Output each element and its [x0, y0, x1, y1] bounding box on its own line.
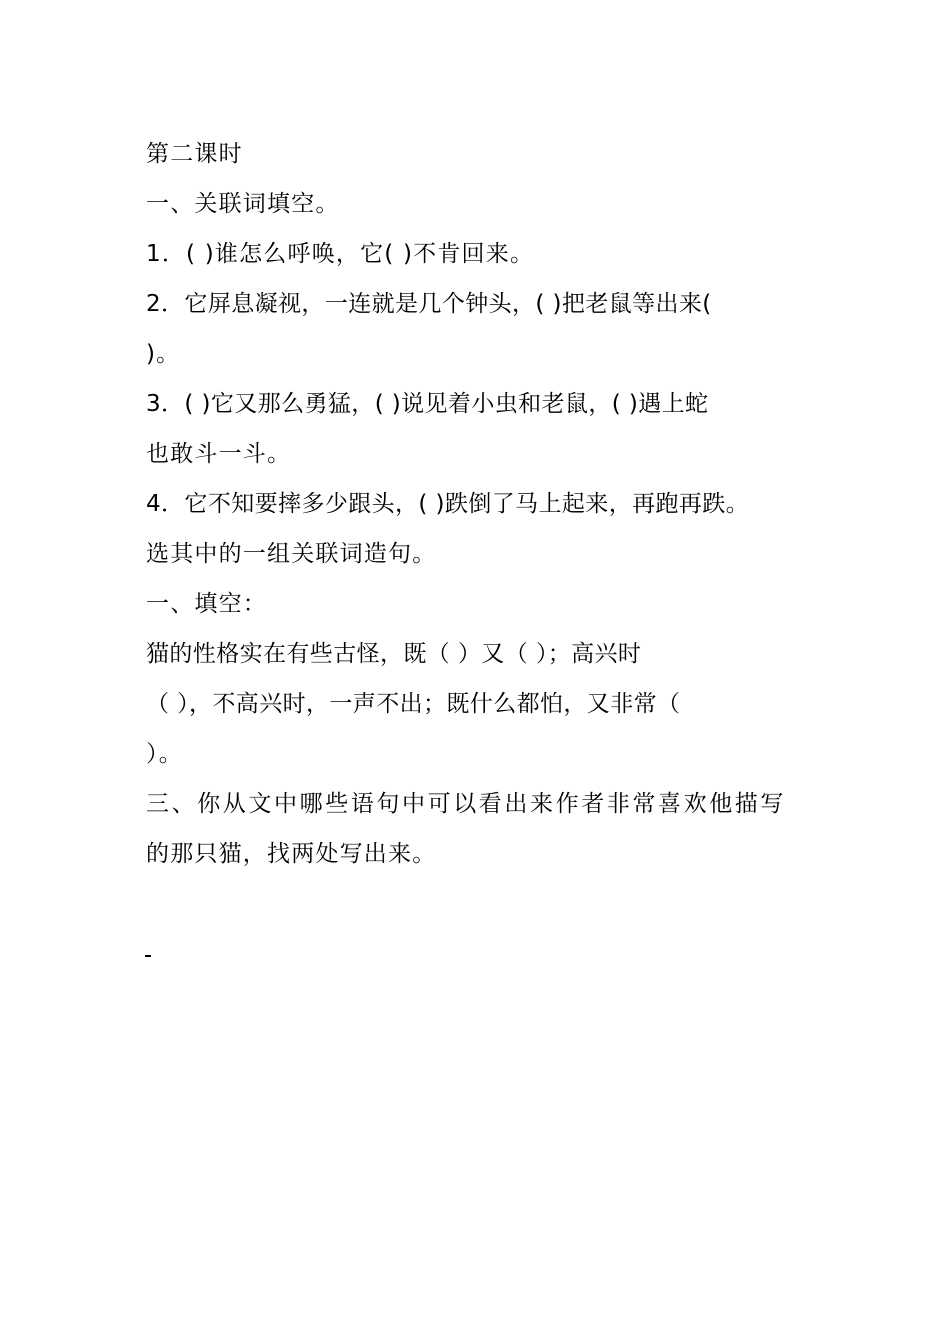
section-three-line-1: 三、你从文中哪些语句中可以看出来作者非常喜欢他描写 — [146, 791, 786, 817]
question-4: 4．它不知要摔多少跟头，( )跌倒了马上起来，再跑再跌。 — [146, 491, 750, 517]
question-1: 1．( )谁怎么呼唤，它( )不肯回来。 — [146, 241, 535, 267]
section-three-line-2: 的那只猫，找两处写出来。 — [146, 841, 437, 867]
question-3-line-2: 也敢斗一斗。 — [146, 441, 292, 467]
fill-blank-line-3: ）。 — [146, 741, 183, 767]
question-2-line-2: )。 — [146, 341, 181, 367]
section-heading-fill-blank: 一、填空： — [146, 591, 267, 617]
fill-blank-line-2: （ ），不高兴时，一声不出；既什么都怕，又非常（ — [146, 691, 681, 717]
section-heading-conjunctions: 一、关联词填空。 — [146, 191, 340, 217]
document-body — [146, 129, 812, 879]
footer-dash-mark — [145, 955, 151, 957]
question-2-line-1: 2．它屏息凝视，一连就是几个钟头，( )把老鼠等出来( — [146, 291, 712, 317]
question-3-line-1: 3．( )它又那么勇猛，( )说见着小虫和老鼠，( )遇上蛇 — [146, 391, 709, 417]
sentence-making-prompt: 选其中的一组关联词造句。 — [146, 541, 437, 567]
lesson-title: 第二课时 — [146, 141, 243, 167]
fill-blank-line-1: 猫的性格实在有些古怪，既（ ）又（ ）；高兴时 — [146, 641, 642, 667]
